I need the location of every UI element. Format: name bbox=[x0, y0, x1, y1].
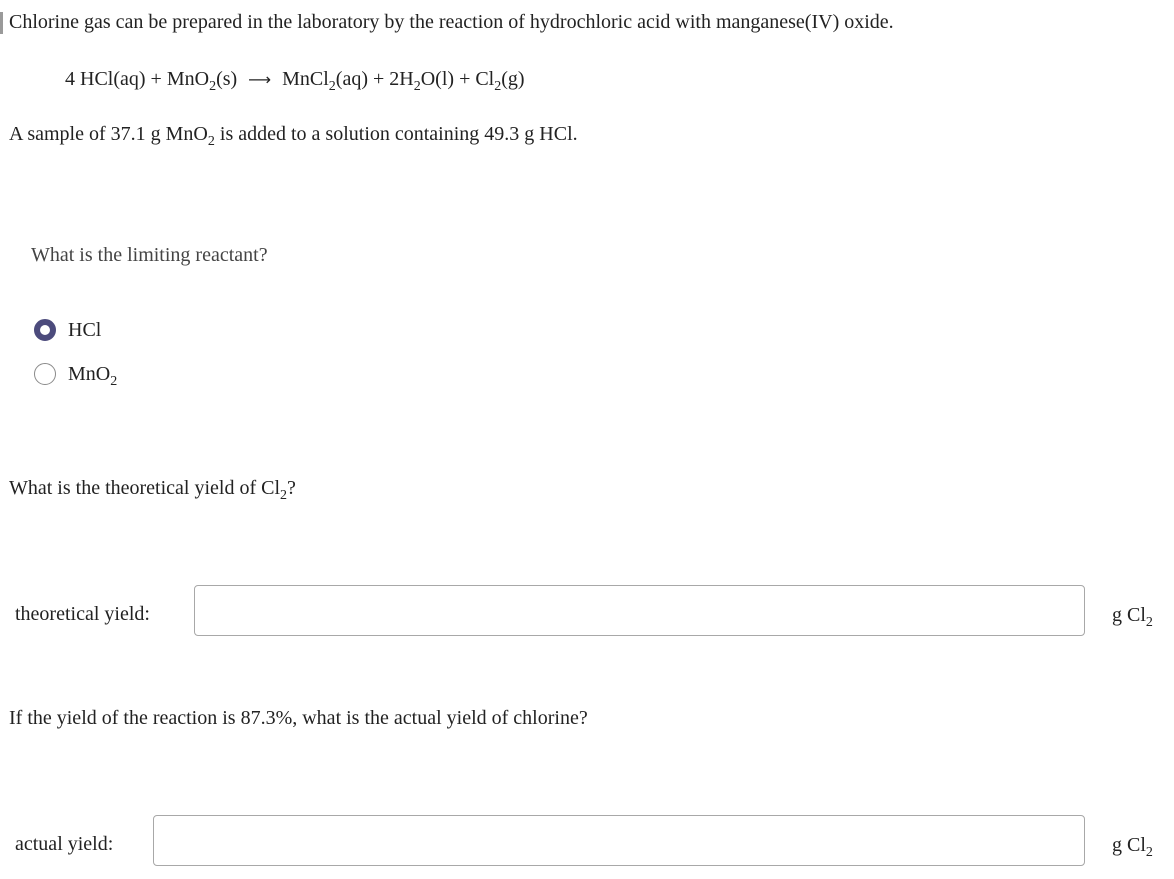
radio-mno2[interactable] bbox=[34, 363, 56, 385]
option-hcl[interactable] bbox=[34, 316, 101, 344]
question-actual-yield: If the yield of the reaction is 87.3%, what is the actual yield of chlorine? bbox=[9, 707, 588, 729]
actual-yield-input[interactable] bbox=[153, 815, 1085, 866]
hcl-term: HCl(aq) bbox=[80, 68, 146, 90]
radio-hcl-selected[interactable] bbox=[34, 319, 56, 341]
option-mno2[interactable] bbox=[34, 360, 117, 388]
h2o-term: $H_2O(l)$ bbox=[399, 68, 455, 94]
mncl2-term: MnCl$_2$(aq) bbox=[282, 68, 368, 94]
reaction-arrow-icon: ⟶ bbox=[248, 70, 272, 89]
plus-sign: + bbox=[373, 68, 385, 90]
coef-h2o: 2 bbox=[389, 68, 400, 90]
sample-statement: A sample of 37.1 g MnO$_2$ is added to a solution containing 49.3 g HCl. bbox=[9, 123, 578, 149]
option-label-mno2: MnO$_2$ bbox=[68, 363, 118, 389]
theoretical-yield-input[interactable] bbox=[194, 585, 1085, 636]
question-limiting-reactant: What is the limiting reactant? bbox=[31, 244, 268, 266]
actual-yield-unit: g $Cl_2$ bbox=[1112, 834, 1153, 860]
theoretical-yield-label: theoretical yield: bbox=[15, 603, 150, 625]
actual-yield-label: actual yield: bbox=[15, 833, 114, 855]
cl2-term: $Cl_2(g)$ bbox=[475, 68, 525, 94]
plus-sign: + bbox=[150, 68, 162, 90]
theoretical-yield-unit: g $Cl_2$ bbox=[1112, 604, 1153, 630]
plus-sign: + bbox=[459, 68, 471, 90]
mno2-term: MnO$_2$(s) bbox=[166, 68, 238, 94]
left-edge-marker bbox=[0, 12, 3, 34]
coef-hcl: 4 bbox=[65, 68, 75, 90]
intro-text: Chlorine gas can be prepared in the laboratory by the reaction of hydrochloric acid with manganese(IV) oxide. bbox=[9, 11, 894, 33]
question-theoretical-yield: What is the theoretical yield of $Cl_2$? bbox=[9, 477, 296, 503]
chemical-equation bbox=[65, 67, 525, 92]
option-label-hcl: HCl bbox=[68, 319, 102, 341]
